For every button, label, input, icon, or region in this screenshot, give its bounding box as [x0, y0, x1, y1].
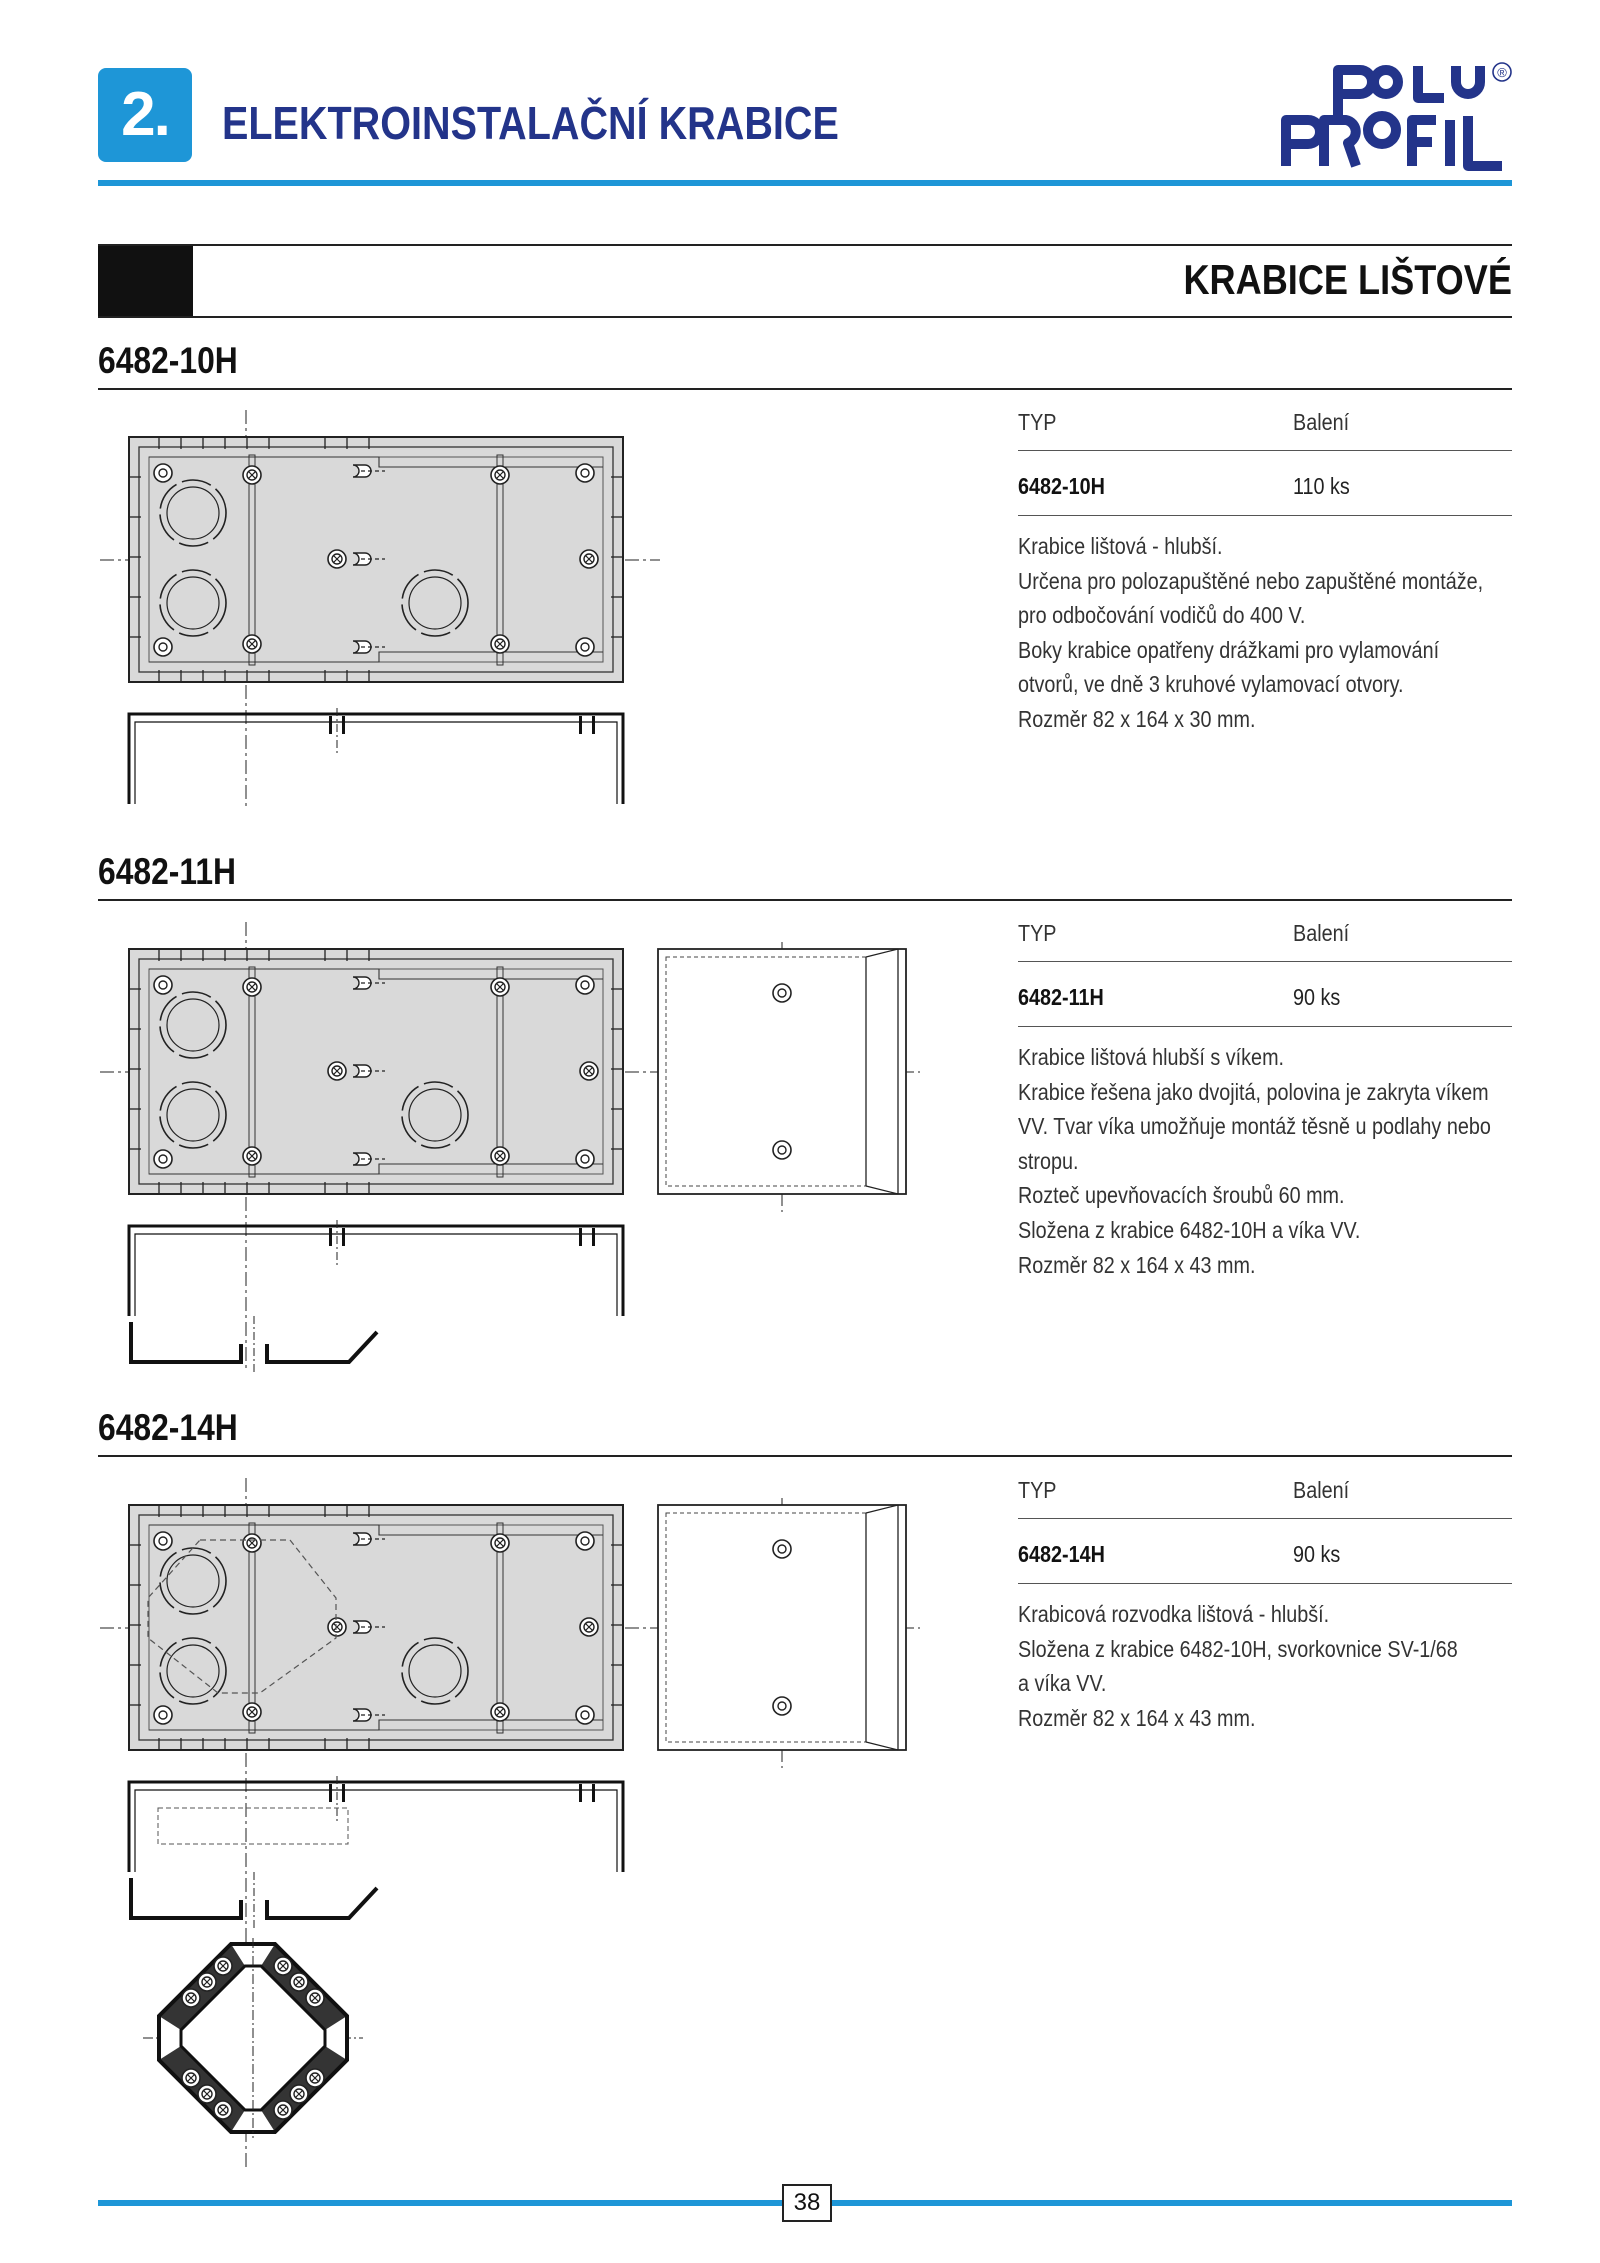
table-header-type: TYP — [1018, 409, 1057, 435]
product-drawing-6482-11H — [90, 922, 930, 1372]
box-top-view — [129, 949, 623, 1194]
description-line: pro odbočování vodičů do 400 V. — [1018, 602, 1306, 629]
table-value-packing: 110 ks — [1293, 473, 1350, 499]
description-line: Krabice řešena jako dvojitá, polovina je zakryta víkem — [1018, 1078, 1489, 1105]
product-drawing-6482-10H — [90, 410, 670, 810]
description-line: Boky krabice opatřeny drážkami pro vylamování — [1018, 636, 1440, 663]
table-header-type: TYP — [1018, 920, 1057, 946]
box-side-profile — [129, 708, 623, 804]
table-rule — [1018, 1518, 1512, 1519]
product-title: 6482-11H — [98, 851, 237, 892]
polyprofil-logo — [1276, 62, 1516, 172]
table-rule — [1018, 1026, 1512, 1027]
description-line: Složena z krabice 6482-10H, svorkovnice SV-1/68 — [1018, 1635, 1458, 1662]
description-line: Rozteč upevňovacích šroubů 60 mm. — [1018, 1182, 1345, 1209]
table-value-type: 6482-11H — [1018, 984, 1104, 1010]
chapter-number-badge: 2. — [98, 68, 192, 162]
section-band-title: KRABICE LIŠTOVÉ — [1183, 256, 1512, 303]
box-side-profile — [129, 1220, 623, 1316]
description-line: stropu. — [1018, 1147, 1079, 1174]
product-rule — [98, 1455, 1512, 1457]
terminal-block-side-outline — [158, 1808, 348, 1844]
table-rule — [1018, 450, 1512, 451]
lid-profile — [131, 1872, 377, 1930]
lid-profile — [131, 1316, 377, 1372]
table-rule — [1018, 961, 1512, 962]
band-bottom-rule — [98, 316, 1512, 318]
table-header-packing: Balení — [1293, 409, 1350, 435]
description-line: otvorů, ve dně 3 kruhové vylamovací otvory. — [1018, 671, 1404, 698]
product-title: 6482-10H — [98, 340, 238, 381]
product-description — [1018, 1040, 1500, 1282]
box-top-view — [129, 1505, 623, 1750]
band-top-rule — [98, 244, 1512, 246]
description-line: Určena pro polozapuštěné nebo zapuštěné montáže, — [1018, 567, 1484, 594]
description-line: Krabice lištová hlubší s víkem. — [1018, 1044, 1285, 1070]
table-value-type: 6482-14H — [1018, 1541, 1105, 1567]
header-rule — [98, 180, 1512, 186]
box-side-profile — [129, 1776, 623, 1872]
table-header-packing: Balení — [1293, 1477, 1350, 1503]
table-value-packing: 90 ks — [1293, 984, 1341, 1010]
description-line: Rozměr 82 x 164 x 43 mm. — [1018, 1704, 1256, 1731]
table-rule — [1018, 1583, 1512, 1584]
terminal-block-top-view — [143, 1938, 363, 2138]
product-rule — [98, 388, 1512, 390]
description-line: Rozměr 82 x 164 x 43 mm. — [1018, 1251, 1256, 1278]
table-rule — [1018, 515, 1512, 516]
description-line: a víka VV. — [1018, 1670, 1107, 1697]
product-drawing-6482-14H — [90, 1478, 930, 2168]
box-top-view — [129, 437, 623, 682]
registered-mark: ® — [1497, 65, 1507, 80]
lid-top-view — [658, 1505, 906, 1750]
page-number: 38 — [782, 2184, 832, 2222]
lid-top-view — [658, 949, 906, 1194]
table-header-packing: Balení — [1293, 920, 1350, 946]
table-value-packing: 90 ks — [1293, 1541, 1341, 1567]
product-rule — [98, 899, 1512, 901]
description-line: Složena z krabice 6482-10H a víka VV. — [1018, 1216, 1361, 1243]
product-title: 6482-14H — [98, 1407, 238, 1448]
product-description — [1018, 1597, 1500, 1735]
description-line: Krabice lištová - hlubší. — [1018, 533, 1223, 559]
table-value-type: 6482-10H — [1018, 473, 1105, 499]
band-black-block — [98, 246, 193, 316]
description-line: VV. Tvar víka umožňuje montáž těsně u podlahy nebo — [1018, 1113, 1491, 1140]
chapter-title: ELEKTROINSTALAČNÍ KRABICE — [222, 97, 839, 149]
description-line: Krabicová rozvodka lištová - hlubší. — [1018, 1601, 1330, 1627]
description-line: Rozměr 82 x 164 x 30 mm. — [1018, 705, 1256, 732]
product-description — [1018, 529, 1500, 737]
table-header-type: TYP — [1018, 1477, 1057, 1503]
